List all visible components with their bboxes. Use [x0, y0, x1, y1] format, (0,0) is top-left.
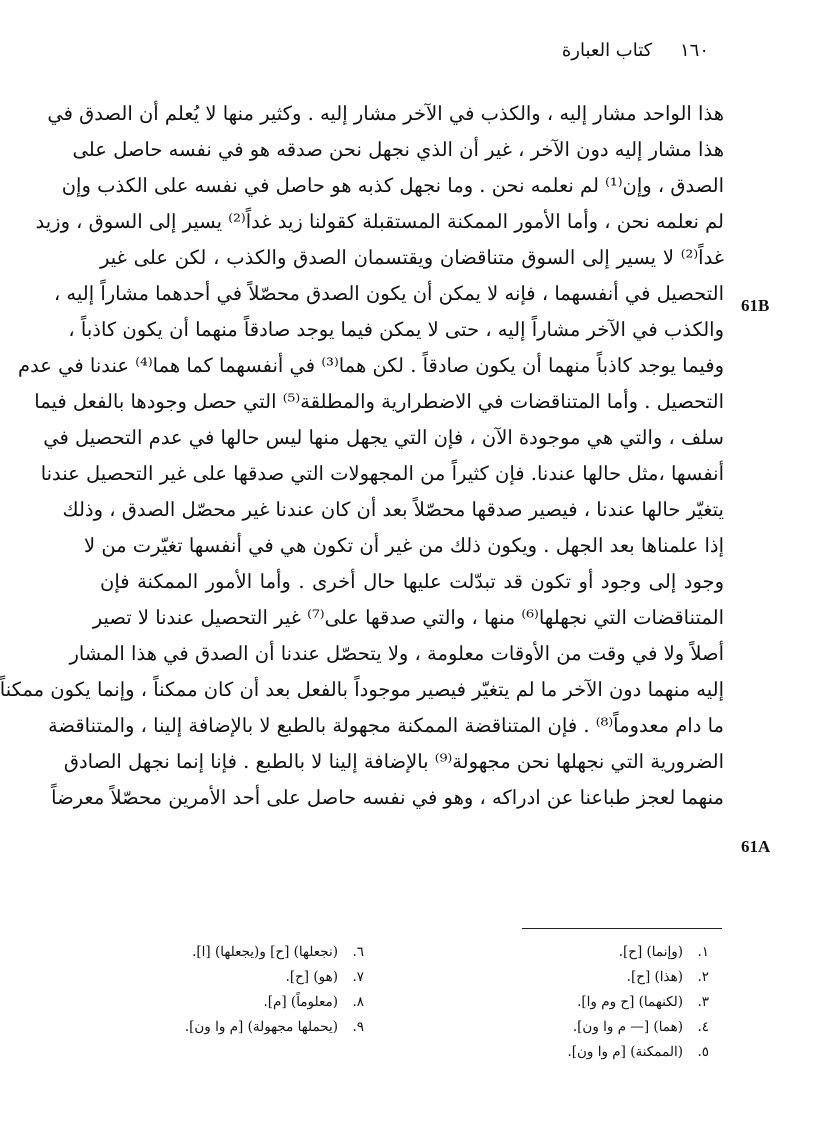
footnotes-column-left: [64, 940, 364, 1040]
book-title: كتاب العبارة: [561, 40, 653, 61]
footnote-number: ٣.: [697, 994, 709, 1010]
footnote: [64, 965, 364, 990]
text-line: وجود إلى وجود أو تكون قد تبدّلت عليها حال أخرى . وأما الأمور الممكنة فإن: [100, 570, 724, 593]
page-number: ١٦٠: [679, 40, 709, 61]
text-line: هذا مشار إليه دون الآخر ، غير أن الذي نجهل نحن صدقه هو في نفسه حاصل على: [72, 138, 724, 161]
footnote-number: ٨.: [352, 994, 364, 1010]
footnote-text: (هو) [ح].: [285, 969, 338, 985]
footnote: [449, 940, 709, 965]
footnote-text: (نجعلها) [ح] و(يجعلها) [ا].: [192, 944, 338, 960]
running-header: [562, 40, 709, 61]
footnote-number: ٩.: [352, 1019, 364, 1035]
footnote: [64, 990, 364, 1015]
footnote-number: ١.: [697, 944, 709, 960]
text-line: إليه منهما دون الآخر ما لم يتغيّر فيصير موجوداً بالفعل بعد أن كان ممكناً ، وإنما يكون ممكناً: [0, 678, 724, 701]
text-line: يتغيّر حالها عندنا ، فيصير صدقها محصّلاً بعد أن كان عندنا غير محصّل الصدق ، وذلك: [62, 498, 724, 521]
text-line: غداً⁽²⁾ لا يسير إلى السوق متناقضان ويقتسمان الصدق والكذب ، لكن على غير: [100, 246, 724, 269]
footnote-number: ٢.: [697, 969, 709, 985]
text-line: لم نعلمه نحن ، وأما الأمور الممكنة المستقبلة كقولنا زيد غداً⁽²⁾ يسير إلى السوق ، وزيد: [35, 210, 724, 233]
text-line: التحصيل في أنفسهما ، فإنه لا يمكن أن يكون الصدق محصّلاً في أحدهما مشاراً إليه ،: [53, 282, 724, 305]
footnote: [449, 990, 709, 1015]
footnote: [64, 940, 364, 965]
text-line: ما دام معدوماً⁽⁸⁾ . فإن المتناقضة الممكنة مجهولة بالطبع لا بالإضافة إلينا ، والمتناقضة: [47, 714, 724, 737]
footnote-text: (هذا) [ح].: [626, 969, 683, 985]
margin-note-61a: 61A: [741, 837, 771, 856]
text-line: أصلاً ولا في وقت من الأوقات معلومة ، ولا يتحصّل عندنا أن الصدق في هذا المشار: [69, 642, 724, 665]
footnote-text: (وإنما) [ح].: [618, 944, 683, 960]
footnote-number: ٦.: [352, 944, 364, 960]
text-line: التحصيل . وأما المتناقضات في الاضطرارية والمطلقة⁽⁵⁾ التي حصل وجودها بالفعل فيما: [34, 390, 724, 413]
footnote-number: ٧.: [352, 969, 364, 985]
footnote-text: (معلوماً) [م].: [263, 994, 338, 1010]
footnote: [64, 1015, 364, 1040]
footnote-text: (لكنهما) [ح وم وا].: [577, 994, 683, 1010]
text-line: منهما لعجز طباعنا عن ادراكه ، وهو في نفسه حاصل على أحد الأمرين محصّلاً معرضاً: [51, 786, 724, 809]
footnote-text: (الممكنة) [م وا ون].: [567, 1044, 683, 1060]
text-line: الصدق ، وإن⁽¹⁾ لم نعلمه نحن . وما نجهل كذبه هو حاصل في نفسه على الكذب وإن: [61, 174, 724, 197]
text-line: المتناقضات التي نجهلها⁽⁶⁾ منها ، والتي صدقها على⁽⁷⁾ غير التحصيل عندنا لا تصير: [92, 606, 724, 629]
margin-note-61b: 61B: [741, 296, 770, 315]
footnote-divider: [522, 928, 722, 929]
footnotes-column-right: [449, 940, 709, 1065]
text-line: والكذب في الآخر مشاراً إليه ، حتى لا يمكن فيما يوجد صادقاً منهما أن يكون كاذباً ،: [68, 318, 724, 341]
footnote-text: (يحملها مجهولة) [م وا ون].: [184, 1019, 338, 1035]
footnote: [449, 965, 709, 990]
text-line: الضرورية التي نجهلها نحن مجهولة⁽⁹⁾ بالإضافة إلينا لا بالطبع . فإنا إنما نجهل الصادق: [63, 750, 724, 773]
text-line: أنفسها ،مثل حالها عندنا. فإن كثيراً من المجهولات التي صدقها على غير التحصيل عندنا: [40, 462, 724, 485]
footnote-number: ٥.: [697, 1044, 709, 1060]
text-line: إذا علمناها بعد الجهل . ويكون ذلك من غير أن تكون هي في أنفسها تغيّرت من لا: [84, 534, 724, 557]
text-line: سلف ، والتي هي موجودة الآن ، فإن التي يجهل منها ليس حالها في عدم التحصيل في: [43, 426, 724, 449]
footnote-number: ٤.: [697, 1019, 709, 1035]
text-line: وفيما يوجد كاذباً منهما أن يكون صادقاً . لكن هما⁽³⁾ في أنفسهما كما هما⁽⁴⁾ عندنا في عدم: [18, 354, 724, 377]
footnote: [449, 1015, 709, 1040]
footnote: [449, 1040, 709, 1065]
text-line: هذا الواحد مشار إليه ، والكذب في الآخر مشار إليه . وكثير منها لا يُعلم أن الصدق في: [47, 102, 724, 125]
main-text: [0, 96, 724, 816]
footnote-text: (هما) [— م وا ون].: [572, 1019, 683, 1035]
